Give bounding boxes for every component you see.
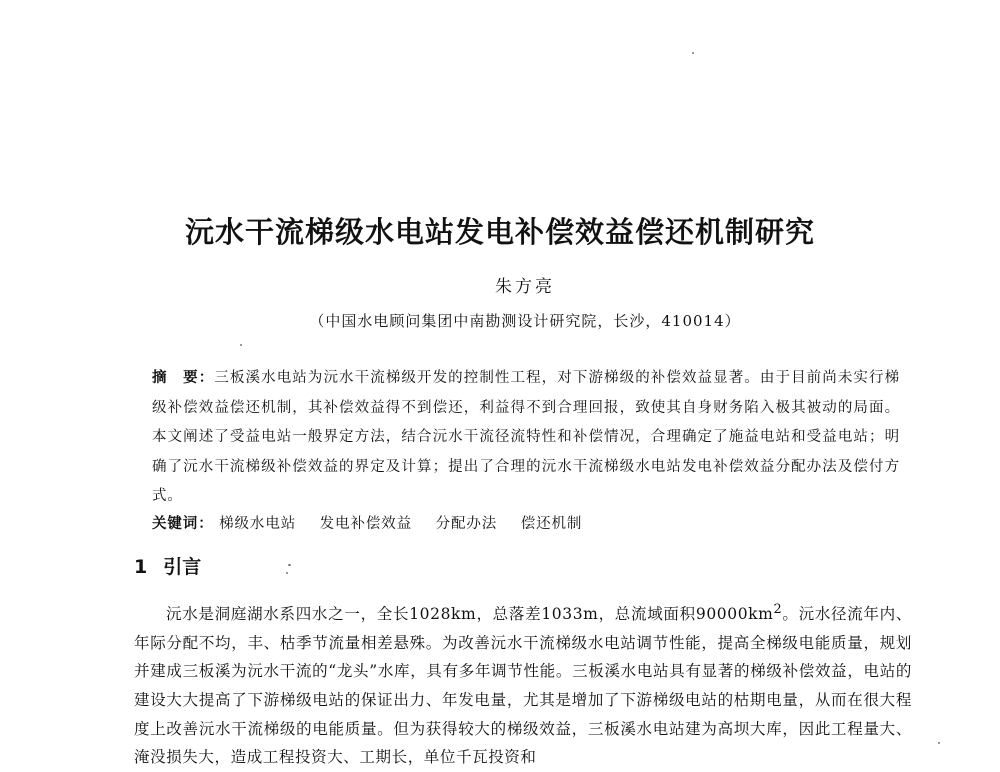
keywords-block bbox=[152, 512, 900, 533]
body-text-part1: 沅水是洞庭湖水系四水之一，全长1028km，总落差1033m，总流域面积90000km bbox=[166, 605, 774, 624]
body-paragraph bbox=[134, 596, 912, 772]
author-affiliation: （中国水电顾问集团中南勘测设计研究院，长沙，410014） bbox=[309, 312, 741, 330]
scan-speck bbox=[240, 344, 242, 346]
keyword-item: 分配办法 bbox=[435, 516, 498, 532]
abstract-text: 三板溪水电站为沅水干流梯级开发的控制性工程，对下游梯级的补偿效益显著。由于目前尚未实行梯级补偿效益偿还机制，其补偿效益得不到偿还，利益得不到合理回报，致使其自身财务陷入极其被动的局面。本文阐述了受益电站一般界定方法，结合沅水干流径流特性和补偿情况，合理确定了施益电站和受益电站；明确了沅水干流梯级补偿效益的界定及计算；提出了合理的沅水干流梯级水电站发电补偿效益分配办法及偿付方式。 bbox=[152, 370, 900, 505]
scan-speck bbox=[692, 52, 694, 54]
scan-speck bbox=[286, 572, 288, 574]
scan-speck bbox=[938, 742, 940, 744]
paper-title: 沅水干流梯级水电站发电补偿效益偿还机制研究 bbox=[184, 215, 815, 249]
abstract-label: 摘 要： bbox=[152, 370, 215, 386]
abstract-block bbox=[152, 364, 900, 512]
section-number: 1 bbox=[134, 556, 148, 578]
keyword-item: 发电补偿效益 bbox=[319, 516, 413, 532]
section-heading bbox=[134, 552, 201, 579]
keyword-item: 梯级水电站 bbox=[219, 516, 297, 532]
body-text-part2: 。沅水径流年内、年际分配不均，丰、枯季节流量相差悬殊。为改善沅水干流梯级水电站调节性能，提高全梯级电能质量，规划并建成三板溪为沅水干流的“龙头”水库，具有多年调节性能。三板溪水电站具有显著的梯级补偿效益，电站的建设大大提高了下游梯级电站的保证出力、年发电量，尤其是增加了下游梯级电站的枯期电量，从而在很大程度上改善沅水干流梯级的电能质量。但为获得较大的梯级效益，三板溪水电站建为高坝大库，因此工程量大、淹没损失大，造成工程投资大、工期长，单位千瓦投资和 bbox=[134, 605, 912, 767]
keyword-item: 偿还机制 bbox=[520, 516, 583, 532]
area-unit-superscript: 2 bbox=[773, 602, 783, 617]
keywords-label: 关键词： bbox=[152, 516, 214, 532]
scan-speck bbox=[288, 564, 291, 566]
author-name: 朱方亮 bbox=[495, 277, 555, 297]
section-title: 引言 bbox=[163, 556, 202, 578]
